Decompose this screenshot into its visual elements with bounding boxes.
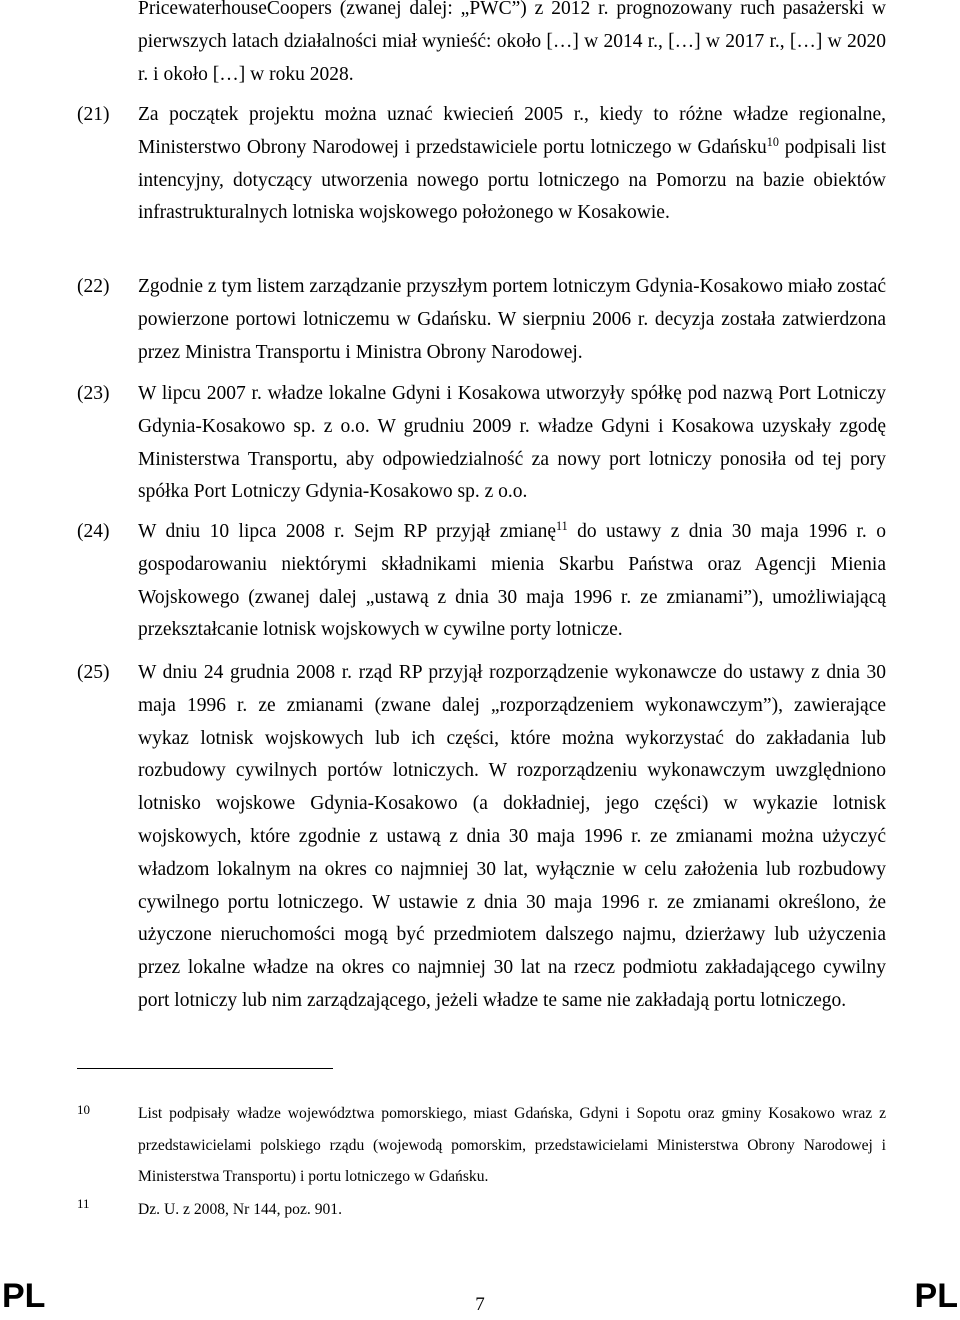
paragraph-23: W lipcu 2007 r. władze lokalne Gdyni i Kosakowa utworzyły spółkę pod nazwą Port Lotniczy Gdynia-Kosakowo sp. z o.o. W grudniu 2009 r. władze Gdyni i Kosakowa uzyskały zgodę Ministerstwa Transportu, aby odpowiedzialność za nowy port lotniczy ponosiła od tej pory spółka Port Lotniczy Gdynia-Kosakowo sp. z o.o. [138,383,886,503]
paragraph-number-22: (22) [77,276,110,297]
paragraph-number-21: (21) [77,104,110,125]
footnote-ref-10[interactable]: 10 [766,134,779,149]
footnote-number-10: 10 [77,1102,90,1117]
footnote-11-text: Dz. U. z 2008, Nr 144, poz. 901. [138,1201,342,1218]
paragraph-number-23: (23) [77,383,110,404]
footnote-ref-11[interactable]: 11 [556,518,568,533]
footer-language-right: PL [914,1277,958,1315]
paragraph-24 [138,516,886,647]
paragraph-24-text-after: do ustawy z dnia 30 maja 1996 r. o gospodarowaniu niektórymi składnikami mienia Skarbu Państwa oraz Agencji Mienia Wojskowego (zwanej dalej „ustawą z dnia 30 maja 1996 r. ze zmianami”), umożliwiającą przekształcanie lotnisk wojskowych w cywilne porty lotnicze. [138,521,886,641]
footnote-number-11: 11 [77,1196,90,1211]
paragraph-25: W dniu 24 grudnia 2008 r. rząd RP przyjął rozporządzenie wykonawcze do ustawy z dnia 30 maja 1996 r. ze zmianami (zwane dalej „rozporządzeniem wykonawczym”), zawierające wykaz lotnisk wojskowych lub ich części, które można wykorzystać do zakładania lub rozbudowy cywilnych portów lotniczych. W rozporządzeniu wykonawczym uwzględniono lotnisko wojskowe Gdynia-Kosakowo (a dokładniej, jego części) w wykazie lotnisk wojskowych, które zgodnie z ustawą z dnia 30 maja 1996 r. ze zmianami można użyczyć władzom lokalnym na okres co najmniej 30 lat, wyłącznie w celu założenia lub rozbudowy cywilnego portu lotniczego. W ustawie z dnia 30 maja 1996 r. ze zmianami określono, że użyczone nieruchomości mogą być przedmiotem dalszego najmu, dzierżawy lub użyczenia przez lokalne władze na okres co najmniej 30 lat na rzecz podmiotu zakładającego cywilny port lotniczy lub nim zarządzającego, jeżeli władze te same nie zakładają portu lotniczego. [138,662,886,1011]
footnote-10-text: List podpisały władze województwa pomorskiego, miast Gdańska, Gdyni i Sopotu oraz gminy Kosakowo wraz z przedstawicielami polskiego rządu (wojewodą pomorskim, przedstawicielami Ministerstwa Obrony Narodowej i Ministerstwa Transportu) i portu lotniczego w Gdańsku. [138,1105,886,1185]
page-number: 7 [475,1294,485,1315]
footnote-separator [77,1068,333,1069]
footer-language-left: PL [2,1277,46,1315]
paragraph-21-text-after: podpisali list intencyjny, dotyczący utworzenia nowego portu lotniczego na Pomorzu na bazie obiektów infrastrukturalnych lotniska wojskowego położonego w Kosakowie. [138,136,886,224]
paragraph-22: Zgodnie z tym listem zarządzanie przyszłym portem lotniczym Gdynia-Kosakowo miało zostać powierzone portowi lotniczemu w Gdańsku. W sierpniu 2006 r. decyzja została zatwierdzona przez Ministra Transportu i Ministra Obrony Narodowej. [138,276,886,363]
paragraph-number-25: (25) [77,662,110,683]
paragraph-continuation: PricewaterhouseCoopers (zwanej dalej: „PWC”) z 2012 r. prognozowany ruch pasażerski w pierwszych latach działalności miał wynieść: około […] w 2014 r., […] w 2017 r., […] w 2020 r. i około […] w roku 2028. [138,0,886,85]
paragraph-21 [138,99,886,230]
paragraph-24-text-before: W dniu 10 lipca 2008 r. Sejm RP przyjął zmianę [138,521,556,542]
paragraph-number-24: (24) [77,521,110,542]
paragraph-21-text-before: Za początek projektu można uznać kwiecień 2005 r., kiedy to różne władze regionalne, Ministerstwo Obrony Narodowej i przedstawiciele portu lotniczego w Gdańsku [138,104,886,158]
